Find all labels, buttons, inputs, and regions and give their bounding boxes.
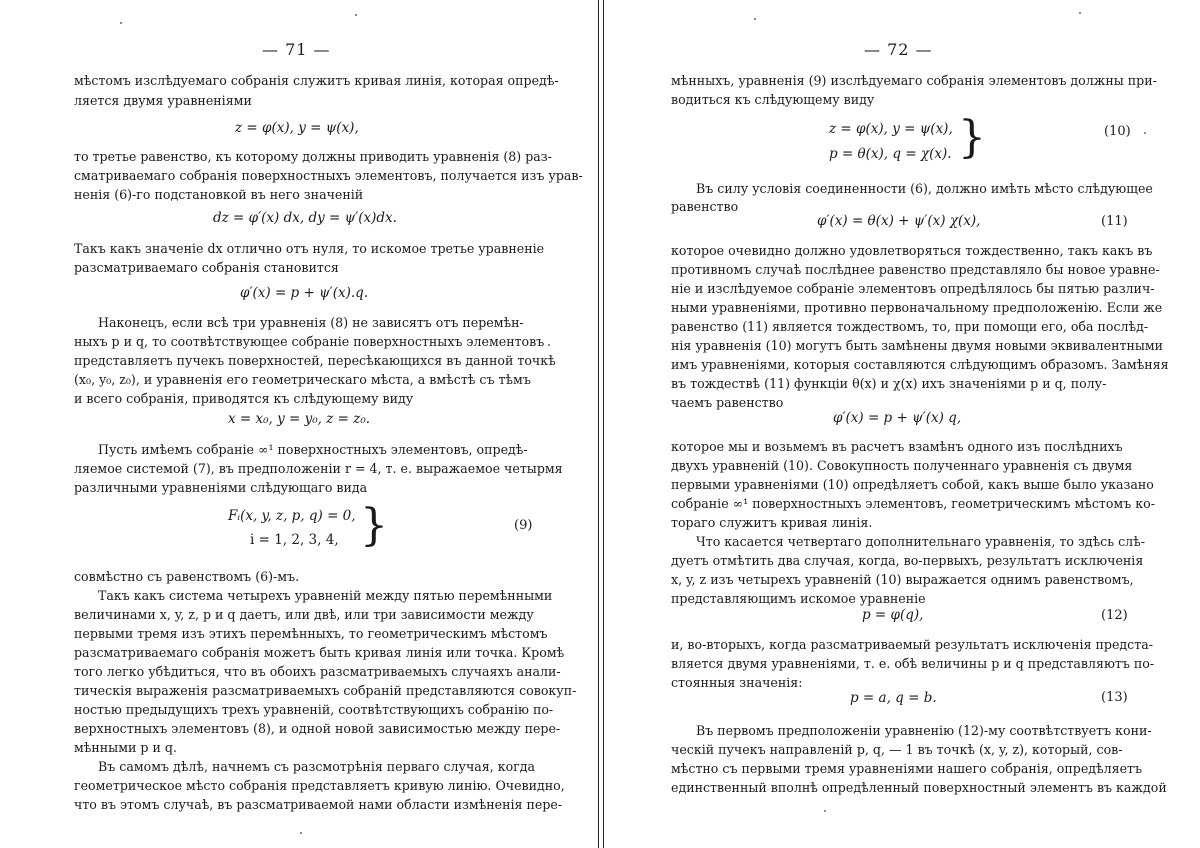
equation-number: (13)	[1101, 690, 1128, 705]
text-line: разсматриваемаго собранія становится	[74, 260, 339, 275]
text-line: то третье равенство, къ которому должны приводить уравненія (8) раз-	[74, 149, 552, 164]
text-line: x, y, z изъ четырехъ уравненій (10) выражается однимъ равенствомъ,	[671, 572, 1134, 587]
text-line: тораго служитъ кривая линія.	[671, 515, 873, 530]
text-line: представляетъ пучекъ поверхностей, пересѣкающихся въ данной точкѣ	[74, 353, 556, 368]
brace-symbol: }	[360, 500, 388, 551]
equation: φ′(x) = θ(x) + ψ′(x) χ(x),	[817, 213, 981, 229]
text-line: (x₀, y₀, z₀), и уравненія его геометрическаго мѣста, а вмѣстѣ съ тѣмъ	[74, 372, 531, 387]
text-line: первыми уравненіями (10) опредѣляетъ собой, какъ выше было указано	[671, 477, 1154, 492]
equation-number: (10)	[1104, 124, 1131, 139]
text-line: представляющимъ искомое уравненіе	[671, 591, 926, 606]
equation: p = a, q = b.	[850, 690, 937, 706]
equation: p = φ(q),	[862, 607, 924, 623]
scan-speck	[548, 344, 550, 346]
text-line: водиться къ слѣдующему виду	[671, 92, 875, 107]
text-line: противномъ случаѣ послѣднее равенство представляло бы новое уравне-	[671, 262, 1160, 277]
text-line: тическія выраженія разсматриваемыхъ собраній представляются совокуп-	[74, 683, 577, 698]
text-line: двухъ уравненій (10). Совокупность полученнаго уравненія съ двумя	[671, 458, 1133, 473]
text-line: мѣнныхъ, уравненія (9) изслѣдуемаго собранія элементовъ должны при-	[671, 73, 1157, 88]
text-line: ніе и изслѣдуемое собраніе элементовъ опредѣлялось бы пятью различ-	[671, 281, 1155, 296]
page-number: — 72 —	[864, 40, 933, 59]
text-line: единственный вполнѣ опредѣленный поверхностный элементъ въ каждой	[671, 780, 1167, 795]
text-line: Въ первомъ предположеніи уравненію (12)-му соотвѣтствуетъ кони-	[696, 723, 1152, 738]
text-line: Въ самомъ дѣлѣ, начнемъ съ разсмотрѣнія перваго случая, когда	[98, 759, 536, 774]
text-line: ненія (6)-го подстановкой въ него значеній	[74, 187, 364, 202]
text-line: ческій пучекъ направленій p, q, — 1 въ точкѣ (x, y, z), который, сов-	[671, 742, 1123, 757]
text-line: мѣнными p и q.	[74, 740, 177, 755]
text-line: ляемое системой (7), въ предположеніи r = 4, т. е. выражаемое четырмя	[74, 461, 563, 476]
text-line: и, во-вторыхъ, когда разсматриваемый результатъ исключенія предста-	[671, 637, 1153, 652]
text-line: того легко убѣдиться, что въ обоихъ разсматриваемыхъ случаяхъ анали-	[74, 664, 561, 679]
text-line: верхностныхъ элементовъ (8), и одной новой зависимостью между пере-	[74, 721, 561, 736]
left-page	[0, 0, 599, 848]
text-line: чаемъ равенство	[671, 395, 784, 410]
text-line: различными уравненіями слѣдующаго вида	[74, 480, 368, 495]
text-line: Наконецъ, если всѣ три уравненія (8) не зависятъ отъ перемѣн-	[98, 315, 524, 330]
equation-number: (12)	[1101, 608, 1128, 623]
equation: φ′(x) = p + ψ′(x) q,	[833, 410, 962, 426]
text-line: равенство	[671, 199, 739, 214]
text-line: ныхъ p и q, то соотвѣтствующее собраніе поверхностныхъ элементовъ	[74, 334, 545, 349]
text-line: вляется двумя уравненіями, т. е. обѣ величины p и q представляютъ по-	[671, 656, 1155, 671]
text-line: ными уравненіями, противно первоначальному предположенію. Если же	[671, 300, 1163, 315]
text-line: Такъ какъ система четырехъ уравненій между пятью перемѣнными	[98, 588, 553, 603]
equation: φ′(x) = p + ψ′(x).q.	[240, 285, 369, 301]
equation-number: (11)	[1101, 214, 1128, 229]
text-line: Пусть имѣемъ собраніе ∞¹ поверхностныхъ элементовъ, опредѣ-	[98, 442, 528, 457]
brace-symbol: }	[958, 112, 986, 163]
scan-speck	[355, 14, 357, 16]
equation-number: (9)	[514, 518, 533, 533]
text-line: мѣстомъ изслѣдуемаго собранія служитъ кривая линія, которая опредѣ-	[74, 73, 559, 88]
equation: z = φ(x), y = ψ(x),	[235, 120, 359, 136]
page-number: — 71 —	[262, 40, 331, 59]
text-line: имъ уравненіями, которыя составляются слѣдующимъ образомъ. Замѣняя	[671, 357, 1169, 372]
equation: dz = φ′(x) dx, dy = ψ′(x)dx.	[213, 210, 397, 226]
scan-speck	[300, 832, 302, 834]
text-line: что въ этомъ случаѣ, въ разсматриваемой нами области измѣненія пере-	[74, 797, 563, 812]
text-line: нія уравненія (10) могутъ быть замѣнены двумя новыми эквивалентными	[671, 338, 1164, 353]
text-line: дуетъ отмѣтить два случая, когда, во-первыхъ, результатъ исключенія	[671, 553, 1144, 568]
text-line: которое очевидно должно удовлетворяться тождественно, такъ какъ въ	[671, 243, 1153, 258]
equation: x = x₀, y = y₀, z = z₀.	[228, 411, 371, 427]
text-line: ностью предыдущихъ трехъ уравненій, соотвѣтствующихъ собранію по-	[74, 702, 554, 717]
text-line: въ тождествѣ (11) функціи θ(x) и χ(x) ихъ значеніями p и q, полу-	[671, 376, 1107, 391]
text-line: Такъ какъ значеніе dx отлично отъ нуля, то искомое третье уравненіе	[74, 241, 545, 256]
right-page	[603, 0, 1200, 848]
text-line: Въ силу условія соединенности (6), должно имѣть мѣсто слѣдующее	[696, 181, 1153, 196]
text-line: Что касается четвертаго дополнительнаго уравненія, то здѣсь слѣ-	[696, 534, 1145, 549]
equation: p = θ(x), q = χ(x).	[829, 146, 952, 162]
equation: Fᵢ(x, y, z, p, q) = 0,	[228, 508, 356, 524]
text-line: геометрическое мѣсто собранія представляетъ кривую линію. Очевидно,	[74, 778, 565, 793]
text-line: ляется двумя уравненіями	[74, 93, 252, 108]
text-line: и всего собранія, приводятся къ слѣдующему виду	[74, 391, 414, 406]
equation: i = 1, 2, 3, 4,	[250, 532, 339, 548]
equation: z = φ(x), y = ψ(x),	[829, 121, 953, 137]
text-line: разсматриваемаго собранія можетъ быть кривая линія или точка. Кромѣ	[74, 645, 565, 660]
scan-speck	[754, 18, 756, 20]
text-line: равенство (11) является тождествомъ, то, при помощи его, оба послѣд-	[671, 319, 1149, 334]
scan-speck	[120, 22, 122, 24]
scan-speck	[824, 810, 826, 812]
text-line: мѣстно съ первыми тремя уравненіями нашего собранія, опредѣляетъ	[671, 761, 1142, 776]
text-line: первыми тремя изъ этихъ перемѣнныхъ, то геометрическимъ мѣстомъ	[74, 626, 548, 641]
text-line: совмѣстно съ равенствомъ (6)-мъ.	[74, 569, 300, 584]
scan-speck	[1144, 132, 1146, 134]
text-line: величинами x, y, z, p и q даетъ, или двѣ, или три зависимости между	[74, 607, 534, 622]
text-line: собраніе ∞¹ поверхностныхъ элементовъ, геометрическимъ мѣстомъ ко-	[671, 496, 1155, 511]
text-line: которое мы и возьмемъ въ расчетъ взамѣнъ одного изъ послѣднихъ	[671, 439, 1123, 454]
text-line: стоянныя значенія:	[671, 675, 803, 690]
scan-speck	[1079, 12, 1081, 14]
text-line: сматриваемаго собранія поверхностныхъ элементовъ, получается изъ урав-	[74, 168, 583, 183]
